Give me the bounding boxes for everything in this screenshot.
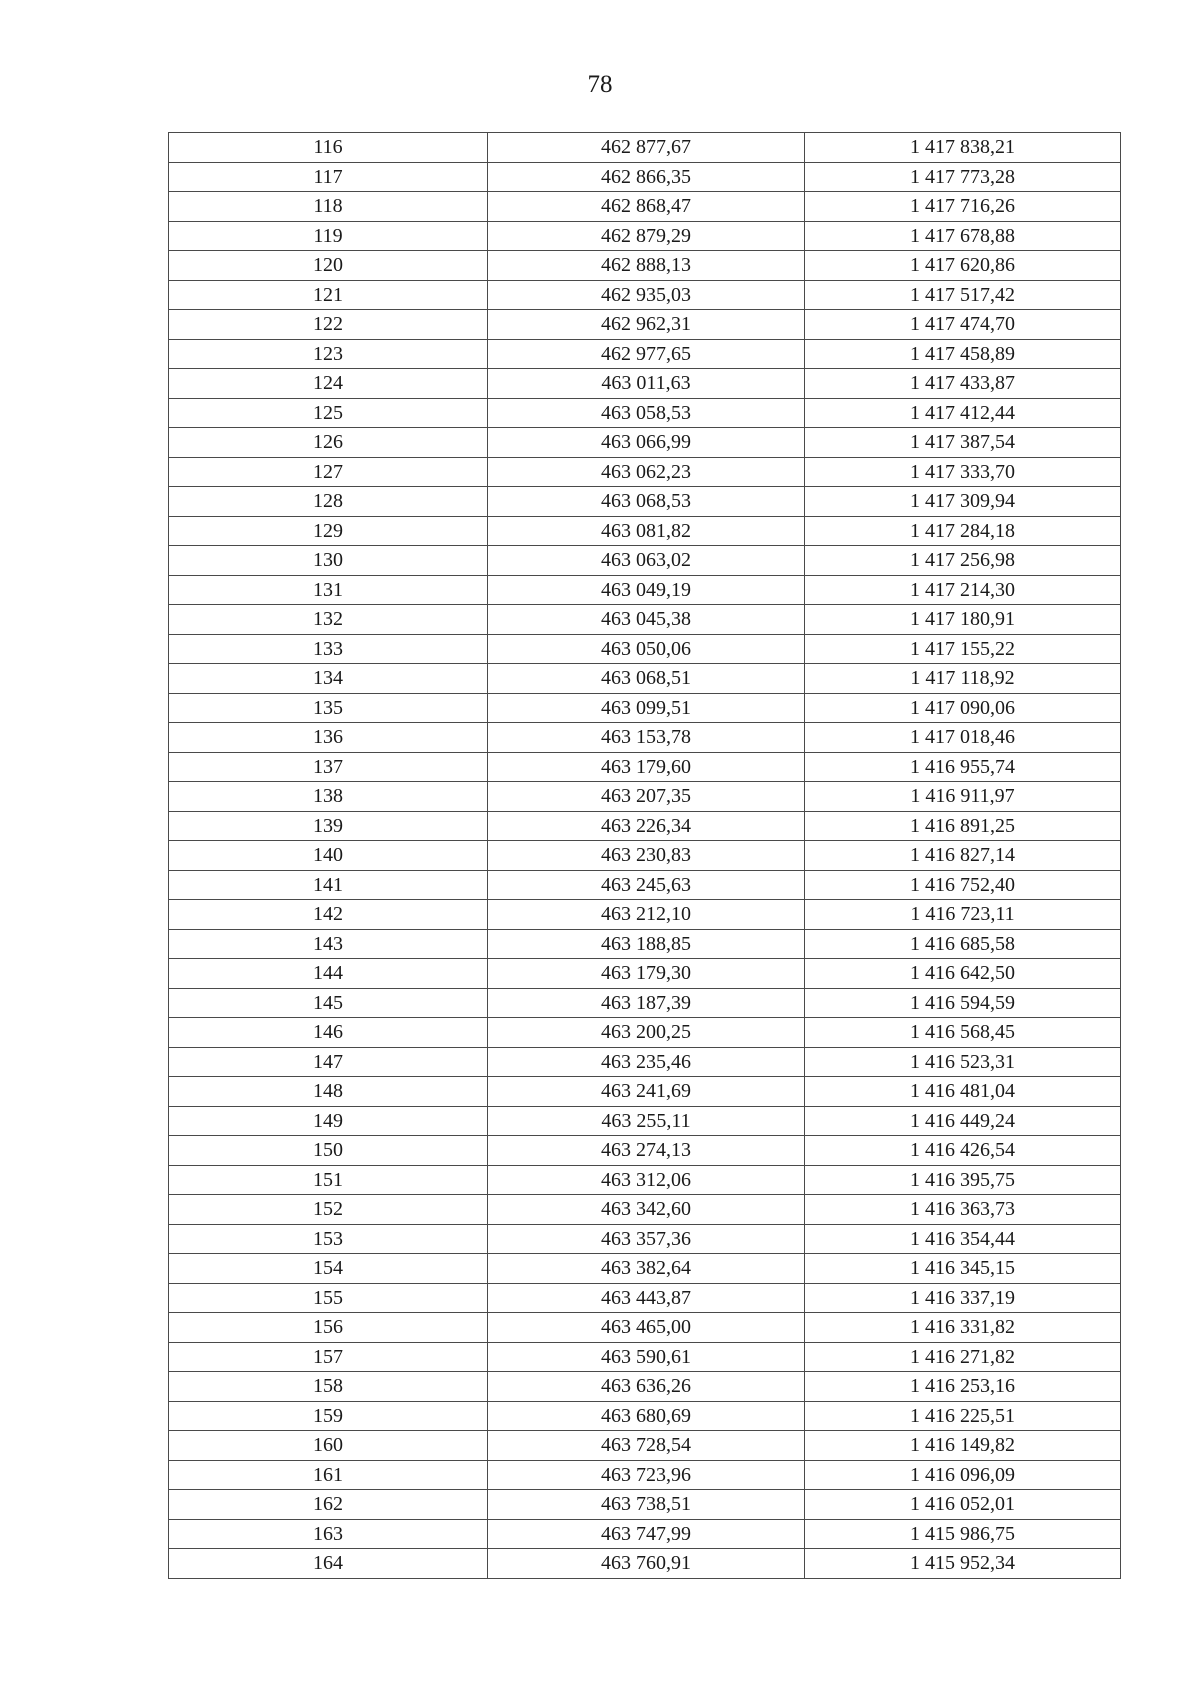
point-number-cell: 151	[169, 1165, 488, 1195]
y-coordinate-cell: 1 416 331,82	[805, 1313, 1121, 1343]
y-coordinate-cell: 1 417 180,91	[805, 605, 1121, 635]
table-row	[169, 841, 1121, 871]
x-coordinate-cell: 462 935,03	[488, 280, 805, 310]
point-number-cell: 146	[169, 1018, 488, 1048]
table-row	[169, 752, 1121, 782]
point-number-cell: 145	[169, 988, 488, 1018]
y-coordinate-cell: 1 416 481,04	[805, 1077, 1121, 1107]
table-row	[169, 457, 1121, 487]
y-coordinate-cell: 1 417 387,54	[805, 428, 1121, 458]
table-row	[169, 310, 1121, 340]
table-row	[169, 1342, 1121, 1372]
x-coordinate-cell: 463 728,54	[488, 1431, 805, 1461]
y-coordinate-cell: 1 416 426,54	[805, 1136, 1121, 1166]
y-coordinate-cell: 1 416 911,97	[805, 782, 1121, 812]
x-coordinate-cell: 463 738,51	[488, 1490, 805, 1520]
point-number-cell: 132	[169, 605, 488, 635]
point-number-cell: 138	[169, 782, 488, 812]
x-coordinate-cell: 463 443,87	[488, 1283, 805, 1313]
x-coordinate-cell: 462 879,29	[488, 221, 805, 251]
point-number-cell: 129	[169, 516, 488, 546]
y-coordinate-cell: 1 416 594,59	[805, 988, 1121, 1018]
x-coordinate-cell: 463 062,23	[488, 457, 805, 487]
point-number-cell: 137	[169, 752, 488, 782]
y-coordinate-cell: 1 416 052,01	[805, 1490, 1121, 1520]
table-row	[169, 1431, 1121, 1461]
table-row	[169, 605, 1121, 635]
point-number-cell: 120	[169, 251, 488, 281]
point-number-cell: 152	[169, 1195, 488, 1225]
point-number-cell: 135	[169, 693, 488, 723]
table-row	[169, 428, 1121, 458]
x-coordinate-cell: 463 063,02	[488, 546, 805, 576]
coordinates-table	[168, 132, 1121, 1579]
point-number-cell: 153	[169, 1224, 488, 1254]
y-coordinate-cell: 1 416 149,82	[805, 1431, 1121, 1461]
y-coordinate-cell: 1 417 118,92	[805, 664, 1121, 694]
table-row	[169, 1372, 1121, 1402]
table-row	[169, 664, 1121, 694]
point-number-cell: 143	[169, 929, 488, 959]
x-coordinate-cell: 463 636,26	[488, 1372, 805, 1402]
x-coordinate-cell: 463 235,46	[488, 1047, 805, 1077]
table-row	[169, 1165, 1121, 1195]
table-row	[169, 634, 1121, 664]
x-coordinate-cell: 463 723,96	[488, 1460, 805, 1490]
y-coordinate-cell: 1 417 412,44	[805, 398, 1121, 428]
table-row	[169, 1283, 1121, 1313]
point-number-cell: 163	[169, 1519, 488, 1549]
y-coordinate-cell: 1 417 214,30	[805, 575, 1121, 605]
point-number-cell: 117	[169, 162, 488, 192]
y-coordinate-cell: 1 415 952,34	[805, 1549, 1121, 1579]
table-row	[169, 546, 1121, 576]
point-number-cell: 150	[169, 1136, 488, 1166]
point-number-cell: 160	[169, 1431, 488, 1461]
y-coordinate-cell: 1 416 955,74	[805, 752, 1121, 782]
point-number-cell: 126	[169, 428, 488, 458]
y-coordinate-cell: 1 417 155,22	[805, 634, 1121, 664]
y-coordinate-cell: 1 417 333,70	[805, 457, 1121, 487]
point-number-cell: 149	[169, 1106, 488, 1136]
y-coordinate-cell: 1 416 363,73	[805, 1195, 1121, 1225]
y-coordinate-cell: 1 416 891,25	[805, 811, 1121, 841]
table-row	[169, 133, 1121, 163]
point-number-cell: 164	[169, 1549, 488, 1579]
table-row	[169, 280, 1121, 310]
table-row	[169, 575, 1121, 605]
y-coordinate-cell: 1 416 096,09	[805, 1460, 1121, 1490]
point-number-cell: 123	[169, 339, 488, 369]
point-number-cell: 122	[169, 310, 488, 340]
x-coordinate-cell: 462 962,31	[488, 310, 805, 340]
y-coordinate-cell: 1 416 225,51	[805, 1401, 1121, 1431]
x-coordinate-cell: 462 877,67	[488, 133, 805, 163]
point-number-cell: 140	[169, 841, 488, 871]
point-number-cell: 121	[169, 280, 488, 310]
point-number-cell: 144	[169, 959, 488, 989]
y-coordinate-cell: 1 417 090,06	[805, 693, 1121, 723]
y-coordinate-cell: 1 417 256,98	[805, 546, 1121, 576]
table-row	[169, 339, 1121, 369]
x-coordinate-cell: 462 888,13	[488, 251, 805, 281]
table-row	[169, 516, 1121, 546]
page-number: 78	[587, 71, 613, 98]
point-number-cell: 159	[169, 1401, 488, 1431]
x-coordinate-cell: 463 760,91	[488, 1549, 805, 1579]
coordinates-table-body	[169, 133, 1121, 1579]
x-coordinate-cell: 463 066,99	[488, 428, 805, 458]
table-row	[169, 487, 1121, 517]
x-coordinate-cell: 463 068,51	[488, 664, 805, 694]
y-coordinate-cell: 1 416 752,40	[805, 870, 1121, 900]
y-coordinate-cell: 1 417 620,86	[805, 251, 1121, 281]
x-coordinate-cell: 463 153,78	[488, 723, 805, 753]
table-row	[169, 369, 1121, 399]
x-coordinate-cell: 463 011,63	[488, 369, 805, 399]
x-coordinate-cell: 463 179,60	[488, 752, 805, 782]
point-number-cell: 130	[169, 546, 488, 576]
y-coordinate-cell: 1 417 018,46	[805, 723, 1121, 753]
x-coordinate-cell: 463 187,39	[488, 988, 805, 1018]
y-coordinate-cell: 1 416 827,14	[805, 841, 1121, 871]
point-number-cell: 119	[169, 221, 488, 251]
y-coordinate-cell: 1 417 716,26	[805, 192, 1121, 222]
x-coordinate-cell: 463 212,10	[488, 900, 805, 930]
y-coordinate-cell: 1 416 395,75	[805, 1165, 1121, 1195]
point-number-cell: 128	[169, 487, 488, 517]
table-row	[169, 782, 1121, 812]
table-row	[169, 1460, 1121, 1490]
table-row	[169, 162, 1121, 192]
point-number-cell: 131	[169, 575, 488, 605]
point-number-cell: 124	[169, 369, 488, 399]
x-coordinate-cell: 463 200,25	[488, 1018, 805, 1048]
point-number-cell: 116	[169, 133, 488, 163]
y-coordinate-cell: 1 416 568,45	[805, 1018, 1121, 1048]
point-number-cell: 133	[169, 634, 488, 664]
table-row	[169, 1077, 1121, 1107]
y-coordinate-cell: 1 417 773,28	[805, 162, 1121, 192]
x-coordinate-cell: 463 747,99	[488, 1519, 805, 1549]
point-number-cell: 156	[169, 1313, 488, 1343]
x-coordinate-cell: 463 255,11	[488, 1106, 805, 1136]
table-row	[169, 221, 1121, 251]
point-number-cell: 155	[169, 1283, 488, 1313]
y-coordinate-cell: 1 417 284,18	[805, 516, 1121, 546]
table-row	[169, 1047, 1121, 1077]
table-row	[169, 929, 1121, 959]
x-coordinate-cell: 463 274,13	[488, 1136, 805, 1166]
table-row	[169, 1313, 1121, 1343]
y-coordinate-cell: 1 417 517,42	[805, 280, 1121, 310]
point-number-cell: 125	[169, 398, 488, 428]
point-number-cell: 148	[169, 1077, 488, 1107]
y-coordinate-cell: 1 416 685,58	[805, 929, 1121, 959]
point-number-cell: 157	[169, 1342, 488, 1372]
y-coordinate-cell: 1 417 838,21	[805, 133, 1121, 163]
x-coordinate-cell: 463 465,00	[488, 1313, 805, 1343]
x-coordinate-cell: 463 226,34	[488, 811, 805, 841]
x-coordinate-cell: 463 049,19	[488, 575, 805, 605]
table-row	[169, 959, 1121, 989]
x-coordinate-cell: 463 241,69	[488, 1077, 805, 1107]
x-coordinate-cell: 463 179,30	[488, 959, 805, 989]
y-coordinate-cell: 1 417 458,89	[805, 339, 1121, 369]
x-coordinate-cell: 462 868,47	[488, 192, 805, 222]
y-coordinate-cell: 1 416 449,24	[805, 1106, 1121, 1136]
y-coordinate-cell: 1 416 253,16	[805, 1372, 1121, 1402]
table-row	[169, 693, 1121, 723]
table-row	[169, 1549, 1121, 1579]
y-coordinate-cell: 1 415 986,75	[805, 1519, 1121, 1549]
table-row	[169, 723, 1121, 753]
table-row	[169, 1519, 1121, 1549]
x-coordinate-cell: 463 230,83	[488, 841, 805, 871]
point-number-cell: 136	[169, 723, 488, 753]
table-row	[169, 398, 1121, 428]
y-coordinate-cell: 1 416 723,11	[805, 900, 1121, 930]
x-coordinate-cell: 463 068,53	[488, 487, 805, 517]
y-coordinate-cell: 1 416 337,19	[805, 1283, 1121, 1313]
point-number-cell: 162	[169, 1490, 488, 1520]
y-coordinate-cell: 1 416 271,82	[805, 1342, 1121, 1372]
x-coordinate-cell: 463 342,60	[488, 1195, 805, 1225]
table-row	[169, 192, 1121, 222]
y-coordinate-cell: 1 416 345,15	[805, 1254, 1121, 1284]
x-coordinate-cell: 462 977,65	[488, 339, 805, 369]
point-number-cell: 139	[169, 811, 488, 841]
table-row	[169, 811, 1121, 841]
x-coordinate-cell: 463 312,06	[488, 1165, 805, 1195]
table-row	[169, 1106, 1121, 1136]
x-coordinate-cell: 463 058,53	[488, 398, 805, 428]
x-coordinate-cell: 463 590,61	[488, 1342, 805, 1372]
y-coordinate-cell: 1 417 678,88	[805, 221, 1121, 251]
x-coordinate-cell: 462 866,35	[488, 162, 805, 192]
x-coordinate-cell: 463 357,36	[488, 1224, 805, 1254]
table-row	[169, 900, 1121, 930]
table-row	[169, 1401, 1121, 1431]
x-coordinate-cell: 463 680,69	[488, 1401, 805, 1431]
point-number-cell: 127	[169, 457, 488, 487]
x-coordinate-cell: 463 045,38	[488, 605, 805, 635]
table-row	[169, 988, 1121, 1018]
point-number-cell: 118	[169, 192, 488, 222]
table-row	[169, 1254, 1121, 1284]
y-coordinate-cell: 1 416 354,44	[805, 1224, 1121, 1254]
y-coordinate-cell: 1 417 433,87	[805, 369, 1121, 399]
x-coordinate-cell: 463 081,82	[488, 516, 805, 546]
x-coordinate-cell: 463 188,85	[488, 929, 805, 959]
x-coordinate-cell: 463 207,35	[488, 782, 805, 812]
point-number-cell: 161	[169, 1460, 488, 1490]
y-coordinate-cell: 1 416 642,50	[805, 959, 1121, 989]
table-row	[169, 1136, 1121, 1166]
y-coordinate-cell: 1 417 474,70	[805, 310, 1121, 340]
point-number-cell: 154	[169, 1254, 488, 1284]
point-number-cell: 134	[169, 664, 488, 694]
y-coordinate-cell: 1 417 309,94	[805, 487, 1121, 517]
x-coordinate-cell: 463 050,06	[488, 634, 805, 664]
point-number-cell: 147	[169, 1047, 488, 1077]
y-coordinate-cell: 1 416 523,31	[805, 1047, 1121, 1077]
table-row	[169, 251, 1121, 281]
table-row	[169, 1195, 1121, 1225]
table-row	[169, 1224, 1121, 1254]
point-number-cell: 141	[169, 870, 488, 900]
table-row	[169, 870, 1121, 900]
point-number-cell: 142	[169, 900, 488, 930]
table-row	[169, 1490, 1121, 1520]
x-coordinate-cell: 463 382,64	[488, 1254, 805, 1284]
point-number-cell: 158	[169, 1372, 488, 1402]
x-coordinate-cell: 463 099,51	[488, 693, 805, 723]
x-coordinate-cell: 463 245,63	[488, 870, 805, 900]
table-row	[169, 1018, 1121, 1048]
